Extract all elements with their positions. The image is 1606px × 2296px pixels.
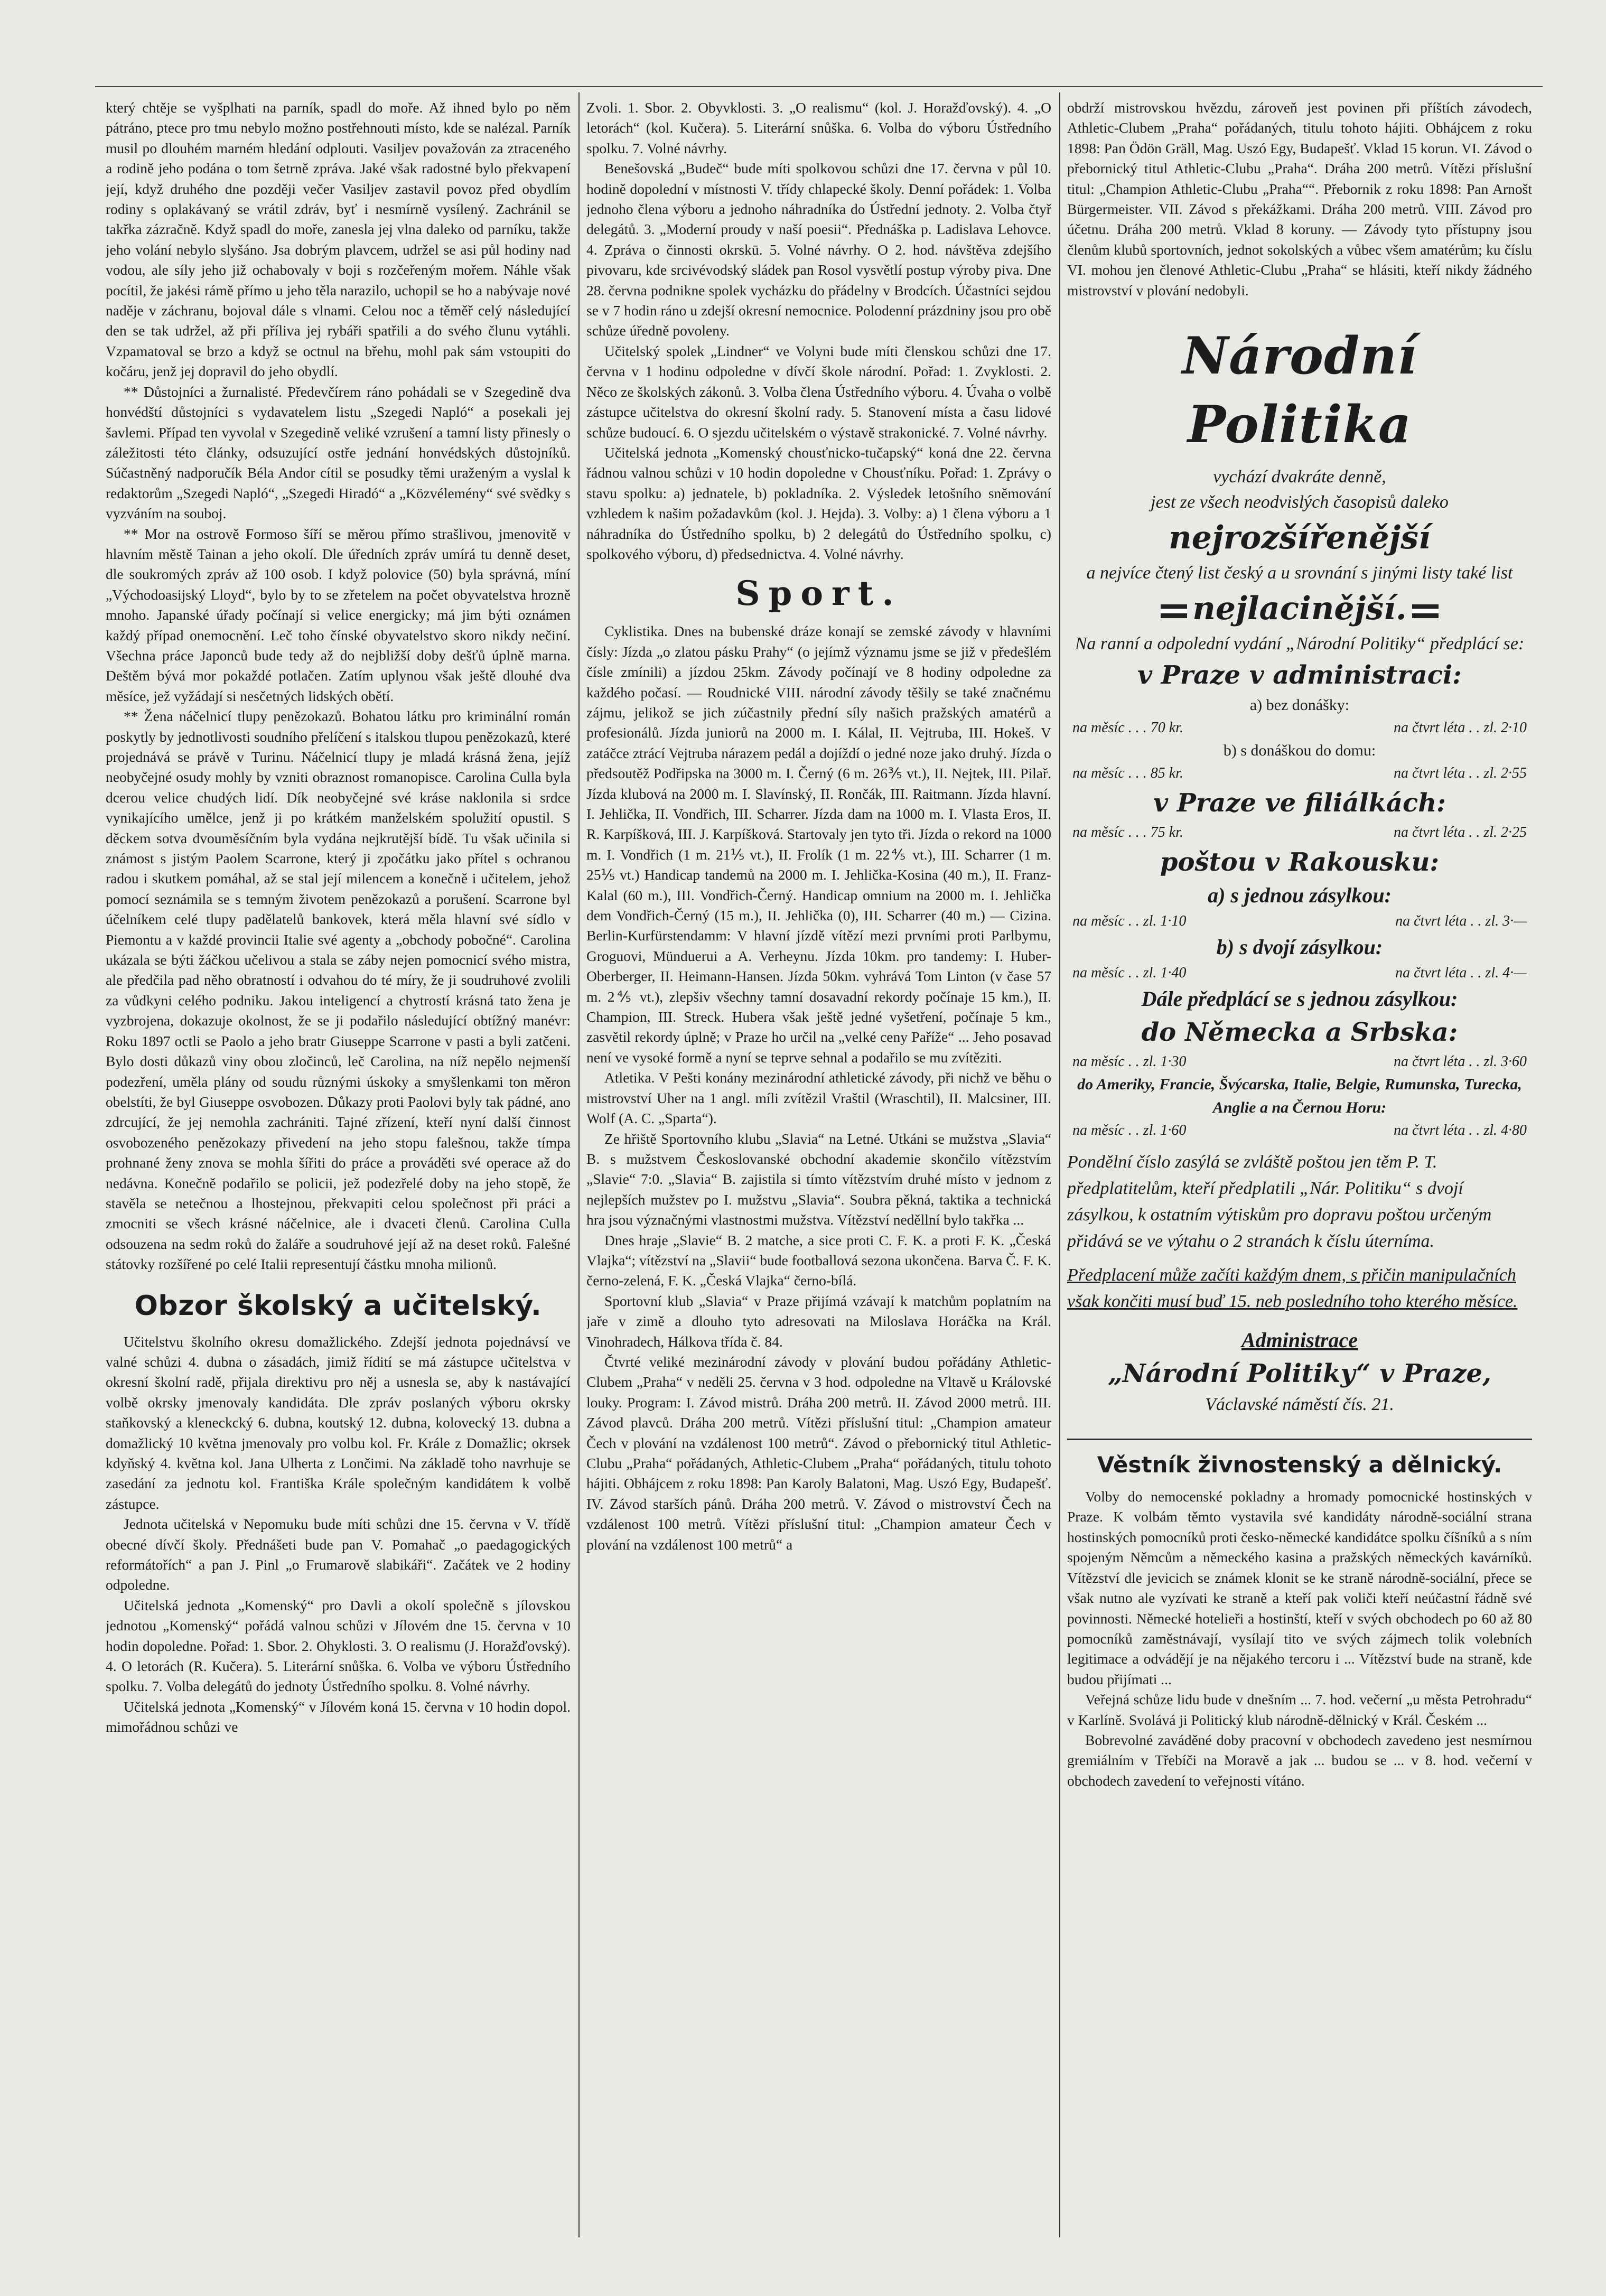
- article-nepomuk: Jednota učitelská v Nepomuku bude míti schůzi dne 15. června v V. třídě obecné dívčí školy. Přednášeti bude pan V. Pomahač „o paedagogických reformátořích“ a pan J. Pinl „o Frumarově slabikáři“. Začátek ve 2 hodiny odpoledne.: [106, 1516, 571, 1593]
- ad-note-pondeli: Pondělní číslo zasýlá se zvláště poštou jen těm P. T. předplatitelům, kteří předplatili „Nár. Politiku“ s dvojí zásylkou, k ostatním výtiskům pro dopravu poštou určeným přidává se ve výtahu o 2 stranách k číslu úterníma.: [1067, 1152, 1492, 1252]
- ad-subhead: v Praze v administraci:: [1137, 660, 1462, 690]
- ad-subhead: do Německa a Srbska:: [1141, 1018, 1458, 1048]
- ad-line: Na ranní a odpolední vydání „Národní Politiky“ předplácí se:: [1075, 634, 1525, 654]
- ad-subcategory: b) s dvojí zásylkou:: [1216, 935, 1383, 959]
- section-heading-vestnik: Věstník živnostenský a dělnický.: [1067, 1439, 1532, 1481]
- article-text: který chtěje se vyšplhati na parník, spadl do moře. Až ihned bylo po něm pátráno, ptece pro tmu nebylo možno postřehnouti místo, kde se nalézal. Parník musil po dlouhém marném hledání odplouti. Vasiljev považován za ztraceného a rodině jeho podána o tom šetrně zpráva. Jaké však radostné bylo překvapení její, když druhého dne později večer Vasiljev zastavil povoz před obydlím rodiny s oplakávaný se vrátil zdráv, byť i nesmírně vysílený. Zachránil se takřka zázračně. Když spadl do moře, zanesla jej vlna daleko od parníku, takže jeho volání nebylo slyšáno. Jsa dobrým plavcem, udržel se asi půl hodiny nad vodou, ale síly jeho již ochabovaly v boji s rozčeřeným mořem. Náhle však pocítil, že jakési rámě přímo u jeho těla narazilo, uchopil se ho a nabývaje nové naděje v záchranu, bojoval dále s vlnami. Celou noc a těměř celý následující den se tak udržel, až při příliva jej rybáři spatřili a do svého člunu vytáhli. Vzpamatoval se brzo a když se octnul na břehu, mohl pak sám vstoupiti do kočáru, jenž jej dopravil do jeho obydlí.: [106, 99, 571, 380]
- article-zena: ** Žena náčelnicí tlupy penězokazů. Bohatou látku pro kriminální román poskytly by jednotlivosti soudního přelíčení s italskou tlupou penězokazů, které projednává se právě v Turinu. Náčelnicí tlupy je mladá krásná žena, jejíž neobyčejné osudy mohly by vzniti obraznost romanopisce. Carolina Culla byla dcerou velice chudých lidí. Dík neobyčejné své kráse naklonila si srdce vynikajícího umělce, jenž ji po krátkém manželském spolužití opustil. S děckem sotva dvouměsíčním byla vydána nejkrutější bídě. Tu však učinila si známost s jistým Paolem Scarrone, který ji zpočátku jako přítel s ochranou radou i skutkem pomáhal, až se stal její milencem a konečně i učitelem, jehož pomocí seznámila se s temným životem penězokazů a porušení. Scarrone byl účelníkem celé tlupy padělatelů bankovek, která měla hlavní své sídlo v Piemontu a v každé provincii Italie své agenty a „obchody pobočné“. Carolina ukázala se býti žáčkou učelivou a stala se záby nejen pomocnicí svého mistra, ale předčila pad něho obratností i odvahou do té míry, že ji soudruhové zvolili za vůdkyni celého podniku. Jakou inteligencí a chytrostí krásná tato žena je vyzbrojena, dokazuje okolnost, že se ji podařilo následující obtížný manévr: Roku 1897 octli se Paolo a jeho bratr Giuseppe Scarrone v pasti a byli zatčeni. Bylo dosti důkazů viny obou zločinců, leč Carolina, na níž nepělo nejmenší podezření, uměla plány od soudu různými úskoky a smyšlenkami ton měron obelstíti, že byl Giuseppe osvobozen. Důkazy proti Paolovi byly tak pádné, ano zdrcující, že jej nemohla zachrániti. Tajné zřízení, kteří nyní další činnost osvobozeného penězokazy přivedení na jeho stopu falešnou, takže tímpa prohnané ženy znova se mohla šířiti do práce a prováděti své operace až do nedávna. Konečně podařilo se policii, jež podezřelé doby na jeho stopě, že stavěla se netečnou a lhostejnou, překvapiti celou společnost při práci a zmocniti se všech krásné náčelnice, ale i dvaceti členů. Carolina Culla odsouzena na sedm roků do žaláře a soudruhové její až na deset roků. Falešné státovky rozšířené po celé Italii representují částku mnoha milionů.: [106, 708, 571, 1273]
- article-jilove: Učitelská jednota „Komenský“ v Jílovém koná 15. června v 10 hodin dopol. mimořádnou schůzi ve: [106, 1698, 571, 1735]
- price-row: na měsíc . . . 70 kr. na čtvrt léta . . zl. 2·10: [1072, 720, 1527, 736]
- ad-subhead: v Praze ve filiálkách:: [1153, 788, 1446, 818]
- article-text: obdrží mistrovskou hvězdu, zároveň jest povinen při příštích závodech, Athletic-Clubem „Praha“ pořádaných, titulu tohoto hájiti. Obhájcem z roku 1898: Pan Ödön Gräll, Mag. Uszó Egy, Budapešť. Vklad 15 korun. VI. Závod o přebornický titul Athletic-Clubu „Praha“. Dráha 200 metrů. Vítězi příslušní titul: „Champion Athletic-Clubu „Praha““. Přebornik z roku 1898: Pan Arnošt Bürgermeister. VII. Závod s překážkami. Dráha 200 metrů. VIII. Závod pro účetnu. Dráha 200 metrů. Vklad 8 koruny. — Závody tyto přístupny jsou členům klubů sportovních, jednot sokolských a vůbec všem amatérům; ku číslu VI. mohou jen členové Athletic-Clubu „Praha“ se hlásiti, kteří nikdy žádného mistrovství v plování nedobyli.: [1067, 99, 1532, 298]
- price-row: na měsíc . . zl. 1·60 na čtvrt léta . . zl. 4·80: [1072, 1122, 1527, 1139]
- ad-administrace: Administrace: [1241, 1328, 1358, 1352]
- article-text: Zvoli. 1. Sbor. 2. Obyvklosti. 3. „O realismu“ (kol. J. Horažďovský). 4. „O letorách“ (kol. Kučera). 5. Literární snůška. 6. Volba do výboru Ústředního spolku. 7. Volné návrhy.: [586, 99, 1051, 156]
- ad-line: do Ameriky, Francie, Švýcarska, Italie, Belgie, Rumunska, Turecka, Anglie a na Černou Horu:: [1077, 1076, 1522, 1117]
- ad-subcategory: a) s jednou zásylkou:: [1208, 883, 1392, 908]
- price-row: na měsíc . . zl. 1·40 na čtvrt léta . . zl. 4·—: [1072, 965, 1527, 982]
- ad-line: vychází dvakráte denně,: [1213, 467, 1386, 487]
- hand-pointer-icon: [1412, 604, 1439, 618]
- article-doba-pracovni: Bobrevolné zaváděné doby pracovní v obchodech zavedeno jest nesmírnou gremiálním v Třebíči na Moravě a jak ... budou se ... v 8. hod. večerní v obchodech zavedení to veřejnosti vítáno.: [1067, 1731, 1532, 1789]
- column-right: [1067, 98, 1532, 2232]
- ad-line: jest ze všech neodvislých časopisů daleko: [1151, 492, 1449, 512]
- ad-subhead: poštou v Rakousku:: [1160, 847, 1440, 878]
- article-slavia-b: Dnes hraje „Slavie“ B. 2 matche, a sice proti C. F. K. a proti F. K. „Česká Vlajka“; vítězství na „Slavii“ bude footballová sezona ukončena. Barva Č. F. K. černo-zelená, F. K. „Česká Vlajka“ černo-bílá.: [586, 1231, 1051, 1289]
- article-slavia: Ze hřiště Sportovního klubu „Slavia“ na Letné. Utkáni se mužstva „Slavia“ B. s mužstvem Českoslovanské obchodní akademie skončilo vítězstvím „Slavie“ 7:0. „Slavia“ B. zajistila si tímto vítězstvím druhé místo v jednom z nejlepších mužstev po I. mužstvu „Slavia“. Soubra pěkná, taktika a technická hra jsou význačnými vlastnostmi mužstva. Vítězství neděllní bylo takřka ...: [586, 1130, 1051, 1228]
- price-row: na měsíc . . . 75 kr. na čtvrt léta . . zl. 2·25: [1072, 824, 1527, 841]
- ad-line: a nejvíce čtený list český a u srovnání s jinými listy také list: [1086, 563, 1513, 583]
- article-lindner: Učitelský spolek „Lindner“ ve Volyni bude míti členskou schůzi dne 17. června v 1 hodinu odpoledne v dívčí škole národní. Pořad: 1. Zvyklosti. 2. Něco ze školských zákonů. 3. Volba člena Ústředního výboru. 4. Úvaha o volbě zástupce učitelstva do okresní školní rady. 5. Stanovení místa a času lidové schůze budoucí. 6. O sjezdu učitelském o výstavě strakonické. 7. Volné návrhy.: [586, 342, 1051, 441]
- price-row: na měsíc . . zl. 1·10 na čtvrt léta . . zl. 3·—: [1072, 913, 1527, 930]
- column-rule: [1059, 92, 1060, 2237]
- article-schuze: Veřejná schůze lidu bude v dnešním ... 7. hod. večerní „u města Petrohradu“ v Karlíně. Svolává ji Politický klub národně-dělnický v Král. Českém ...: [1067, 1691, 1532, 1728]
- section-heading-obzor: Obzor školský a učitelský.: [134, 1290, 542, 1322]
- article-volby: Volby do nemocenské pokladny a hromady pomocnické hostinských v Praze. K volbám těmto vystavila své kandidáty národně-sociální strana hostinských pomocníků proti česko-německé kandidátce spolku číšníků a s ním spojeným Němcům a německého kasina a pražských německých kavárníků. Vítězství dle jevicich se známek klonit se ke straně národně-sociální, přece se však nutno ale vyzívati ke straně a kteří pak voliči kteří neúčastní řádně své povinnosti. Německé hotelieři a hostinští, kteří v svých obchodech po 60 až 80 pomocníků zaměstnávají, vysílají tito ve svých zájmech tolik volebních legitimace a odvádějí je na nějakého tercoru i ... Vítězství bude na straně, kde budou přijímati ...: [1067, 1488, 1532, 1687]
- hand-pointer-icon: [1161, 604, 1187, 618]
- ad-line: Dále předplácí se s jednou zásylkou:: [1141, 987, 1458, 1011]
- price-row: na měsíc . . zl. 1·30 na čtvrt léta . . zl. 3·60: [1072, 1053, 1527, 1070]
- section-heading-sport: Sport.: [735, 574, 902, 614]
- article-davle: Učitelská jednota „Komenský“ pro Davli a okolí společně s jílovskou jednotou „Komenský“ pořádá valnou schůzi v Jílovém dne 15. června v 10 hodin dopoledne. Pořad: 1. Sbor. 2. Ohyklosti. 3. O realismu (J. Horažďovský). 4. O letorách (R. Kučera). 5. Literární snůška. 6. Volba ve výboru Ústředního spolku. 7. Volba delegátů do jednoty Ústředního spolku. 8. Volné návrhy.: [106, 1597, 571, 1695]
- article-choustnik: Učitelská jednota „Komenský chousťnicko-tučapský“ koná dne 22. června řádnou valnou schůzi v 10 hodin dopoledne v Chousťníku. Pořad: 1. Zprávy o stavu spolku: a) jednatele, b) pokladníka. 2. Výsledek letošního sněmování vzhledem k našim požadavkům (kol. J. Hejda). 3. Volby: a) 1 člena výboru a 1 náhradníka do Ústředního spolku, b) 2 delegátů do Ústředního spolku, c) spolkového výboru, d) předsednictva. 4. Volné návrhy.: [586, 444, 1051, 562]
- ad-note-predplaceni: Předplacení může začíti každým dnem, s přičin manipulačních však končiti musí buď 15. neb posledního toho kterého měsíce.: [1067, 1265, 1518, 1312]
- article-budec: Benešovská „Budeč“ bude míti spolkovou schůzi dne 17. června v půl 10. hodině dopolední v místnosti V. třídy chlapecké školy. Denní pořádek: 1. Volba jednoho člena výboru a jednoho náhradníka do Ústřední jednoty. 2. Volba čtyř delegátů. 3. „Moderní proudy v naší poesii“. Přednáška p. Ladislava Lehovce. 4. Zpráva o činnosti okrskū. 5. Volné návrhy. O 2. hod. návštěva zdejšího pivovaru, kde srcivévodský sládek pan Rosol vysvětlí postup výroby piva. Dne 28. června podnikne spolek vycházku do přádelny v Brodcích. Účastníci sejdou se v 7 hodin ráno u zdejší okresní nemocnice. Polodenní prázdniny jsou pro obě schůze úředně povoleny.: [586, 160, 1051, 339]
- ad-administrace-name: „Národní Politiky“ v Praze,: [1108, 1359, 1491, 1389]
- price-row: na měsíc . . . 85 kr. na čtvrt léta . . zl. 2·55: [1072, 765, 1527, 782]
- ad-headline-lacinejsi: nejlacinější.: [1067, 586, 1532, 631]
- advertisement-narodni-politika: [1067, 322, 1532, 1417]
- article-atletika: Atletika. V Pešti konány mezinárodní athletické závody, při nichž ve běhu o mistrovství Uher na 1 angl. míli zvítězil Vraštil (Wraschtil), II. Malcsiner, III. Wolf (A. C. „Sparta“).: [586, 1069, 1051, 1127]
- article-slavia-adresa: Sportovní klub „Slavia“ v Praze přijímá vzávají k matchům poplatním na jaře v zimě a dlouho tyto adresovati na Miloslava Horáčka na Král. Vinohradech, Hálkova třída č. 84.: [586, 1292, 1051, 1350]
- top-rule: [95, 86, 1543, 87]
- column-middle: [586, 98, 1051, 2232]
- ad-subcategory: b) s donáškou do domu:: [1223, 742, 1376, 760]
- article-domazlice: Učitelstvu školního okresu domažlického. Zdejší jednota pojednávsí ve valné schůzi 4. dubna o zásadách, jimiž řídití se má zástupce učitelstva v okresní školní radě, přijala direktivu pro něj a usnesla se, aby k nastávající volbě okrsky jmenovaly kandidáta. Dle zpráv poslaných výboru okrsky staňkovský a kleneckcký 6. dubna, koutský 12. dubna, kolovecký 13. dubna a domažlický 10 května jmenovaly pro volbu kol. Fr. Krále z Domažlic; okrsek kdyňský 4. května kol. Jana Ulherta z Lončimi. Na základě toho navrhuje se zasedání za jednotu kol. Františka Krále společným kandidátem k volbě zástupce.: [106, 1333, 571, 1512]
- ad-title: Národní Politika: [1182, 326, 1417, 455]
- ad-subcategory: a) bez donášky:: [1249, 696, 1350, 714]
- ad-headline: nejrozšířenější: [1169, 519, 1431, 557]
- column-rule: [578, 92, 580, 2237]
- article-dustojnici: ** Důstojníci a žurnalisté. Předevčírem ráno pohádali se v Szegedině dva honvédští důstojníci s vydavatelem listu „Szegedi Napló“ a posekali jej šavlemi. Případ ten vyvolal v Szegedině veliké vzrušení a tamní listy přinesly o záležitosti této články, odsuzující ostře jednání honvédských důstojníků. Súčastněný nadporučík Béla Andor cítil se posudky těmi uraženým a vyslal k redaktorům „Szegedi Napló“, „Szegedi Hiradó“ a „Közvélemény“ své svědky s vyzváním na souboj.: [106, 383, 571, 522]
- ad-administrace-address: Václavské náměstí čís. 21.: [1205, 1395, 1394, 1415]
- newspaper-page: [106, 98, 1532, 2232]
- column-left: [106, 98, 571, 2232]
- article-cyklistika: Cyklistika. Dnes na bubenské dráze konají se zemské závody v hlavními čísly: Jízda „o zlatou pásku Prahy“ (o jejímž významu jsme se již v předešlém čísle zmínili) a jízdou 25km. Závody počínají ve 8 hodiny odpoledne za každého počasí. — Roudnické VIII. národní závody těšily se také značnému zájmu, jelikož se jich zúčastnily přední síly našich pražských amatérů a profesionálů. Jízda juniorů na 2000 m. I. Kálal, II. Vejtruba, III. Hokeš. V zatáčce ztrácí Vejtruba nárazem pedál a dojíždí o jedné noze jako druhý. Jízda o předsoutěž Podřipska na 3000 m. I. Černý (6 m. 26⅗ vt.), II. Nejtek, III. Pilař. Jízda klubová na 2000 m. I. Slavínský, II. Rončák, III. Raitmann. Jízda hlavní. I. Jehlička, II. Vondřich, III. Scharrer. Jízda dam na 1000 m. I. Vlasta Eros, II. R. Karpíšková, III. J. Karpíšková. Startovaly jen tyto tři. Jízda o rekord na 1000 m. I. Vondřich (1 m. 21⅕ vt.), II. Frolík (1 m. 22⅘ vt.), III. Scharrer (1 m. 25⅕ vt.) Handicap tandemů na 2000 m. I. Jehlička-Kosina (40 m.), II. Franz-Kalal (60 m.), III. Vondřich-Černý. Handicap omnium na 2000 m. I. Jehlička dem Vondřich-Černý (15 m.), II. Jehlička (0), III. Scharrer (40 m.) — Cizina. Berlin-Kurfürstendamm: V hlavní jízdě vítězí mezi prvními proti Parlbymu, Groguovi, Münduerui a A. Verheynu. Jízda 10km. pro tandemy: I. Huber-Oberberger, II. Heimann-Hansen. Jízda 50km. vyhrává Tom Linton (v čase 57 m. 2⅘ vt.), zlepšiv všechny tamní dosavadní rekordy počínaje 15 km.), II. Champion, III. Streck. Hubera však ještě jedné vyšetření, počínaje 5 km., zasvětil rekordy úplně; v Praze ho určil na „velké ceny Paříže“ ... Jeho posavad není ve vysoké formě a nyní se teprve sehnal a podařilo se mu zvítěziti.: [586, 623, 1051, 1066]
- article-plovani: Čtvrté veliké mezinárodní závody v plování budou pořádány Athletic-Clubem „Praha“ v neděli 25. června v 3 hod. odpoledne na Vltavě u Královské louky. Program: I. Závod mistrů. Dráha 200 metrů. II. Závod 2000 metrů. III. Závod plavců. Dráha 200 metrů. Vítězi příslušní titul: „Champion amateur Čech v plování na vzdálenost 100 metrů“. Závod o přebornický titul Athletic-Clubu „Praha“ pořádaných, Athletic-Clubem „Praha“ pořádaných, titulu tohoto hájiti. Obhájcem z roku 1898: Pan Karoly Balatoni, Mag. Uszó Egy, Budapešť. IV. Závod starších pánů. Dráha 200 metrů. V. Závod o mistrovství Čech na vzdálenost 100 metrů. Vítězi příslušní titul: „Champion amateur Čech v plování na vzdálenost 100 metrů“ a: [586, 1353, 1051, 1553]
- article-mor: ** Mor na ostrově Formoso šíří se měrou přímo strašlivou, jmenovitě v hlavním městě Tainan a jeho okolí. Dle úředních zpráv umírá tu denně deset, dle soukromých zpráv až 100 osob. I když polovice (50) byla správná, míní „Východoasijský Lloyd“, bylo by to se zřetelem na počet obyvatelstva hrozně mnoho. Japanské úřady počínají si velice energicky; má jim býti oznámen každý případ onemocnění. Leč toho čínské obyvatelstvo skoro nikdy nečiní. Všechna práce Japonců bude tedy až do nejbližší doby dešťů úplně marna. Deštěm bývá mor pokaždé potlačen. Zatím uplynou však ještě dlouhé dva měsíce, jež vyžádají si nesčetných lidských obětí.: [106, 525, 571, 704]
